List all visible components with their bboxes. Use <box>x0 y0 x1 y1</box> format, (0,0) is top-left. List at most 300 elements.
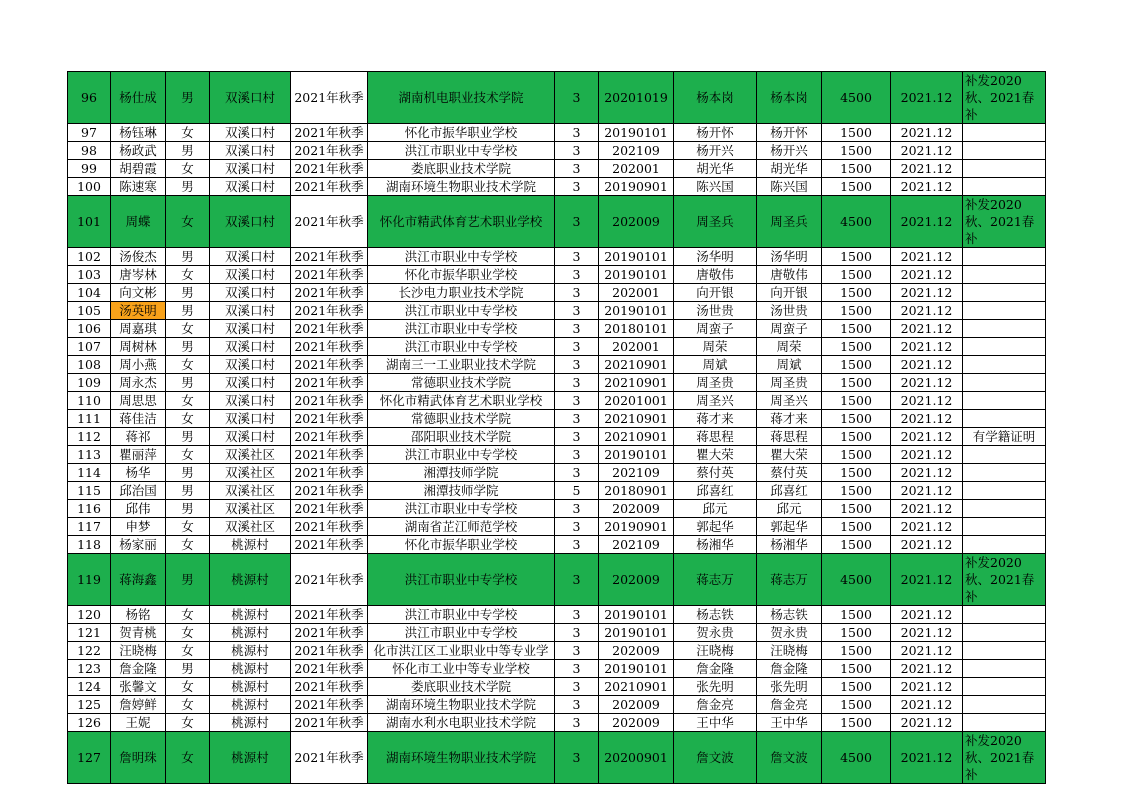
program-years-cell: 3 <box>555 678 599 696</box>
enroll-date-cell: 20200901 <box>599 732 674 784</box>
payment-date-cell: 2021.12 <box>891 446 963 464</box>
village-cell: 双溪口村 <box>210 266 291 284</box>
village-cell: 双溪口村 <box>210 142 291 160</box>
enroll-date-cell: 20180101 <box>599 320 674 338</box>
payee-name-cell: 汪晓梅 <box>757 642 822 660</box>
payee-name-cell: 杨志铁 <box>757 606 822 624</box>
term-cell: 2021年秋季 <box>291 284 368 302</box>
payee-name-cell: 詹金亮 <box>757 696 822 714</box>
payment-date-cell: 2021.12 <box>891 536 963 554</box>
remark-cell <box>963 446 1046 464</box>
village-cell: 桃源村 <box>210 678 291 696</box>
subsidy-amount-cell: 1500 <box>822 714 891 732</box>
remark-cell <box>963 302 1046 320</box>
table-row <box>68 338 1046 356</box>
program-years-cell: 3 <box>555 714 599 732</box>
guardian-name-cell: 杨本岗 <box>674 72 757 124</box>
program-years-cell: 3 <box>555 392 599 410</box>
remark-cell <box>963 464 1046 482</box>
gender-cell: 女 <box>166 124 210 142</box>
student-name-cell: 汪晓梅 <box>111 642 166 660</box>
subsidy-amount-cell: 1500 <box>822 606 891 624</box>
guardian-name-cell: 汤华明 <box>674 248 757 266</box>
table-row <box>68 410 1046 428</box>
program-years-cell: 3 <box>555 302 599 320</box>
row-number-cell: 112 <box>68 428 111 446</box>
remark-cell <box>963 124 1046 142</box>
payee-name-cell: 胡光华 <box>757 160 822 178</box>
program-years-cell: 3 <box>555 428 599 446</box>
enroll-date-cell: 20190101 <box>599 266 674 284</box>
program-years-cell: 3 <box>555 500 599 518</box>
table-row <box>68 500 1046 518</box>
student-name-cell: 杨钰琳 <box>111 124 166 142</box>
gender-cell: 男 <box>166 142 210 160</box>
term-cell: 2021年秋季 <box>291 248 368 266</box>
payee-name-cell: 詹金隆 <box>757 660 822 678</box>
subsidy-amount-cell: 1500 <box>822 678 891 696</box>
student-name-cell: 张馨文 <box>111 678 166 696</box>
payment-date-cell: 2021.12 <box>891 374 963 392</box>
enroll-date-cell: 20201001 <box>599 392 674 410</box>
subsidy-amount-cell: 1500 <box>822 518 891 536</box>
row-number-cell: 103 <box>68 266 111 284</box>
gender-cell: 女 <box>166 446 210 464</box>
gender-cell: 男 <box>166 482 210 500</box>
term-cell: 2021年秋季 <box>291 624 368 642</box>
remark-cell <box>963 160 1046 178</box>
guardian-name-cell: 周荣 <box>674 338 757 356</box>
subsidy-amount-cell: 1500 <box>822 284 891 302</box>
guardian-name-cell: 邱喜红 <box>674 482 757 500</box>
payee-name-cell: 蒋志万 <box>757 554 822 606</box>
table-row <box>68 356 1046 374</box>
row-number-cell: 97 <box>68 124 111 142</box>
payment-date-cell: 2021.12 <box>891 554 963 606</box>
village-cell: 双溪社区 <box>210 464 291 482</box>
gender-cell: 女 <box>166 678 210 696</box>
payment-date-cell: 2021.12 <box>891 392 963 410</box>
table-row <box>68 284 1046 302</box>
student-name-cell: 汤英明 <box>111 302 166 320</box>
student-name-cell: 陈速寒 <box>111 178 166 196</box>
enroll-date-cell: 20210901 <box>599 428 674 446</box>
school-name-cell: 洪江市职业中专学校 <box>368 554 555 606</box>
school-name-cell: 洪江市职业中专学校 <box>368 320 555 338</box>
row-number-cell: 100 <box>68 178 111 196</box>
payment-date-cell: 2021.12 <box>891 660 963 678</box>
enroll-date-cell: 202109 <box>599 464 674 482</box>
gender-cell: 男 <box>166 338 210 356</box>
school-name-cell: 湖南环境生物职业技术学院 <box>368 178 555 196</box>
table-row <box>68 606 1046 624</box>
school-name-cell: 怀化市振华职业学校 <box>368 124 555 142</box>
enroll-date-cell: 20190101 <box>599 248 674 266</box>
enroll-date-cell: 202009 <box>599 196 674 248</box>
student-name-cell: 汤俊杰 <box>111 248 166 266</box>
student-name-cell: 杨仕成 <box>111 72 166 124</box>
enroll-date-cell: 20210901 <box>599 410 674 428</box>
village-cell: 双溪社区 <box>210 482 291 500</box>
row-number-cell: 96 <box>68 72 111 124</box>
student-name-cell: 周小燕 <box>111 356 166 374</box>
gender-cell: 女 <box>166 714 210 732</box>
subsidy-amount-cell: 1500 <box>822 124 891 142</box>
enroll-date-cell: 20190101 <box>599 606 674 624</box>
term-cell: 2021年秋季 <box>291 500 368 518</box>
program-years-cell: 3 <box>555 660 599 678</box>
enroll-date-cell: 202001 <box>599 338 674 356</box>
payment-date-cell: 2021.12 <box>891 642 963 660</box>
village-cell: 双溪口村 <box>210 160 291 178</box>
row-number-cell: 104 <box>68 284 111 302</box>
school-name-cell: 洪江市职业中专学校 <box>368 446 555 464</box>
village-cell: 双溪口村 <box>210 196 291 248</box>
table-row <box>68 482 1046 500</box>
subsidy-amount-cell: 1500 <box>822 142 891 160</box>
student-name-cell: 詹明珠 <box>111 732 166 784</box>
student-name-cell: 杨铭 <box>111 606 166 624</box>
guardian-name-cell: 汪晓梅 <box>674 642 757 660</box>
enroll-date-cell: 20190101 <box>599 124 674 142</box>
row-number-cell: 113 <box>68 446 111 464</box>
guardian-name-cell: 张先明 <box>674 678 757 696</box>
guardian-name-cell: 蒋思程 <box>674 428 757 446</box>
gender-cell: 男 <box>166 302 210 320</box>
table-row <box>68 196 1046 248</box>
table-row <box>68 320 1046 338</box>
row-number-cell: 106 <box>68 320 111 338</box>
student-name-cell: 蒋海鑫 <box>111 554 166 606</box>
school-name-cell: 娄底职业技术学院 <box>368 160 555 178</box>
term-cell: 2021年秋季 <box>291 714 368 732</box>
student-name-cell: 邱伟 <box>111 500 166 518</box>
table-row <box>68 624 1046 642</box>
gender-cell: 男 <box>166 500 210 518</box>
payment-date-cell: 2021.12 <box>891 500 963 518</box>
guardian-name-cell: 杨开兴 <box>674 142 757 160</box>
remark-cell <box>963 284 1046 302</box>
village-cell: 桃源村 <box>210 732 291 784</box>
subsidy-amount-cell: 1500 <box>822 660 891 678</box>
guardian-name-cell: 詹文波 <box>674 732 757 784</box>
subsidy-amount-cell: 1500 <box>822 482 891 500</box>
student-name-cell: 蒋佳洁 <box>111 410 166 428</box>
gender-cell: 女 <box>166 536 210 554</box>
payment-date-cell: 2021.12 <box>891 410 963 428</box>
guardian-name-cell: 郭起华 <box>674 518 757 536</box>
program-years-cell: 3 <box>555 642 599 660</box>
village-cell: 桃源村 <box>210 642 291 660</box>
gender-cell: 女 <box>166 196 210 248</box>
row-number-cell: 122 <box>68 642 111 660</box>
village-cell: 双溪口村 <box>210 178 291 196</box>
term-cell: 2021年秋季 <box>291 196 368 248</box>
remark-cell: 补发2020秋、2021春补 <box>963 72 1046 124</box>
term-cell: 2021年秋季 <box>291 732 368 784</box>
student-name-cell: 唐岑林 <box>111 266 166 284</box>
student-name-cell: 向文彬 <box>111 284 166 302</box>
school-name-cell: 洪江市职业中专学校 <box>368 606 555 624</box>
table-row <box>68 678 1046 696</box>
village-cell: 桃源村 <box>210 554 291 606</box>
program-years-cell: 3 <box>555 518 599 536</box>
village-cell: 桃源村 <box>210 606 291 624</box>
subsidy-table <box>67 71 1046 784</box>
program-years-cell: 5 <box>555 482 599 500</box>
village-cell: 桃源村 <box>210 624 291 642</box>
program-years-cell: 3 <box>555 732 599 784</box>
guardian-name-cell: 周圣兵 <box>674 196 757 248</box>
subsidy-amount-cell: 1500 <box>822 624 891 642</box>
payment-date-cell: 2021.12 <box>891 464 963 482</box>
payee-name-cell: 唐敬伟 <box>757 266 822 284</box>
school-name-cell: 湘潭技师学院 <box>368 482 555 500</box>
payee-name-cell: 郭起华 <box>757 518 822 536</box>
payment-date-cell: 2021.12 <box>891 72 963 124</box>
guardian-name-cell: 陈兴国 <box>674 178 757 196</box>
payee-name-cell: 杨本岗 <box>757 72 822 124</box>
row-number-cell: 107 <box>68 338 111 356</box>
row-number-cell: 110 <box>68 392 111 410</box>
village-cell: 桃源村 <box>210 696 291 714</box>
table-row <box>68 392 1046 410</box>
payment-date-cell: 2021.12 <box>891 482 963 500</box>
remark-cell <box>963 606 1046 624</box>
term-cell: 2021年秋季 <box>291 518 368 536</box>
enroll-date-cell: 20190101 <box>599 624 674 642</box>
program-years-cell: 3 <box>555 410 599 428</box>
gender-cell: 女 <box>166 410 210 428</box>
guardian-name-cell: 杨志铁 <box>674 606 757 624</box>
remark-cell <box>963 266 1046 284</box>
village-cell: 双溪口村 <box>210 392 291 410</box>
payee-name-cell: 瞿大荣 <box>757 446 822 464</box>
row-number-cell: 108 <box>68 356 111 374</box>
enroll-date-cell: 20210901 <box>599 678 674 696</box>
gender-cell: 男 <box>166 428 210 446</box>
school-name-cell: 洪江市职业中专学校 <box>368 338 555 356</box>
remark-cell <box>963 696 1046 714</box>
gender-cell: 女 <box>166 696 210 714</box>
remark-cell <box>963 338 1046 356</box>
payee-name-cell: 蒋才来 <box>757 410 822 428</box>
program-years-cell: 3 <box>555 160 599 178</box>
remark-cell <box>963 142 1046 160</box>
payee-name-cell: 周斌 <box>757 356 822 374</box>
payment-date-cell: 2021.12 <box>891 160 963 178</box>
subsidy-amount-cell: 1500 <box>822 266 891 284</box>
payee-name-cell: 周圣兵 <box>757 196 822 248</box>
term-cell: 2021年秋季 <box>291 266 368 284</box>
gender-cell: 女 <box>166 320 210 338</box>
gender-cell: 男 <box>166 374 210 392</box>
gender-cell: 男 <box>166 464 210 482</box>
student-name-cell: 周嘉琪 <box>111 320 166 338</box>
term-cell: 2021年秋季 <box>291 464 368 482</box>
gender-cell: 男 <box>166 660 210 678</box>
enroll-date-cell: 202001 <box>599 284 674 302</box>
remark-cell <box>963 678 1046 696</box>
program-years-cell: 3 <box>555 606 599 624</box>
school-name-cell: 湖南水利水电职业技术学院 <box>368 714 555 732</box>
school-name-cell: 常德职业技术学院 <box>368 374 555 392</box>
subsidy-amount-cell: 4500 <box>822 72 891 124</box>
term-cell: 2021年秋季 <box>291 536 368 554</box>
payee-name-cell: 汤世贵 <box>757 302 822 320</box>
remark-cell <box>963 624 1046 642</box>
program-years-cell: 3 <box>555 320 599 338</box>
payment-date-cell: 2021.12 <box>891 196 963 248</box>
subsidy-amount-cell: 4500 <box>822 554 891 606</box>
term-cell: 2021年秋季 <box>291 482 368 500</box>
school-name-cell: 怀化市振华职业学校 <box>368 536 555 554</box>
row-number-cell: 124 <box>68 678 111 696</box>
guardian-name-cell: 蒋志万 <box>674 554 757 606</box>
row-number-cell: 119 <box>68 554 111 606</box>
school-name-cell: 怀化市工业中等专业学校 <box>368 660 555 678</box>
guardian-name-cell: 唐敬伟 <box>674 266 757 284</box>
remark-cell <box>963 500 1046 518</box>
payment-date-cell: 2021.12 <box>891 714 963 732</box>
program-years-cell: 3 <box>555 178 599 196</box>
table-row <box>68 142 1046 160</box>
village-cell: 双溪口村 <box>210 410 291 428</box>
village-cell: 双溪口村 <box>210 320 291 338</box>
table-row <box>68 642 1046 660</box>
term-cell: 2021年秋季 <box>291 606 368 624</box>
village-cell: 双溪口村 <box>210 302 291 320</box>
table-row <box>68 660 1046 678</box>
guardian-name-cell: 贺永贵 <box>674 624 757 642</box>
table-row <box>68 178 1046 196</box>
term-cell: 2021年秋季 <box>291 302 368 320</box>
village-cell: 桃源村 <box>210 660 291 678</box>
remark-cell <box>963 642 1046 660</box>
program-years-cell: 3 <box>555 624 599 642</box>
remark-cell <box>963 374 1046 392</box>
school-name-cell: 邵阳职业技术学院 <box>368 428 555 446</box>
student-name-cell: 蒋祁 <box>111 428 166 446</box>
term-cell: 2021年秋季 <box>291 374 368 392</box>
gender-cell: 女 <box>166 160 210 178</box>
gender-cell: 女 <box>166 356 210 374</box>
remark-cell <box>963 536 1046 554</box>
enroll-date-cell: 20190101 <box>599 446 674 464</box>
school-name-cell: 化市洪江区工业职业中等专业学 <box>368 642 555 660</box>
school-name-cell: 湖南环境生物职业技术学院 <box>368 696 555 714</box>
enroll-date-cell: 20190901 <box>599 178 674 196</box>
table-row <box>68 302 1046 320</box>
row-number-cell: 120 <box>68 606 111 624</box>
payee-name-cell: 周圣贵 <box>757 374 822 392</box>
student-name-cell: 周思思 <box>111 392 166 410</box>
table-row <box>68 248 1046 266</box>
table-row <box>68 374 1046 392</box>
gender-cell: 男 <box>166 72 210 124</box>
enroll-date-cell: 20190101 <box>599 302 674 320</box>
term-cell: 2021年秋季 <box>291 696 368 714</box>
village-cell: 双溪口村 <box>210 248 291 266</box>
student-name-cell: 周永杰 <box>111 374 166 392</box>
village-cell: 双溪口村 <box>210 72 291 124</box>
student-name-cell: 杨政武 <box>111 142 166 160</box>
payment-date-cell: 2021.12 <box>891 356 963 374</box>
row-number-cell: 114 <box>68 464 111 482</box>
guardian-name-cell: 杨开怀 <box>674 124 757 142</box>
subsidy-amount-cell: 1500 <box>822 160 891 178</box>
subsidy-amount-cell: 1500 <box>822 696 891 714</box>
village-cell: 双溪社区 <box>210 446 291 464</box>
enroll-date-cell: 202009 <box>599 714 674 732</box>
payment-date-cell: 2021.12 <box>891 178 963 196</box>
subsidy-amount-cell: 1500 <box>822 410 891 428</box>
program-years-cell: 3 <box>555 356 599 374</box>
remark-cell: 补发2020秋、2021春补 <box>963 732 1046 784</box>
student-name-cell: 周蝶 <box>111 196 166 248</box>
remark-cell: 有学籍证明 <box>963 428 1046 446</box>
subsidy-amount-cell: 1500 <box>822 338 891 356</box>
guardian-name-cell: 詹金隆 <box>674 660 757 678</box>
term-cell: 2021年秋季 <box>291 356 368 374</box>
remark-cell <box>963 178 1046 196</box>
student-name-cell: 詹金隆 <box>111 660 166 678</box>
gender-cell: 男 <box>166 554 210 606</box>
remark-cell <box>963 714 1046 732</box>
enroll-date-cell: 202109 <box>599 536 674 554</box>
enroll-date-cell: 202001 <box>599 160 674 178</box>
enroll-date-cell: 202009 <box>599 642 674 660</box>
enroll-date-cell: 20190101 <box>599 660 674 678</box>
program-years-cell: 3 <box>555 142 599 160</box>
term-cell: 2021年秋季 <box>291 642 368 660</box>
remark-cell: 补发2020秋、2021春补 <box>963 554 1046 606</box>
program-years-cell: 3 <box>555 196 599 248</box>
village-cell: 双溪口村 <box>210 284 291 302</box>
row-number-cell: 126 <box>68 714 111 732</box>
subsidy-amount-cell: 4500 <box>822 732 891 784</box>
program-years-cell: 3 <box>555 72 599 124</box>
school-name-cell: 怀化市精武体育艺术职业学校 <box>368 392 555 410</box>
school-name-cell: 湖南环境生物职业技术学院 <box>368 732 555 784</box>
payment-date-cell: 2021.12 <box>891 428 963 446</box>
enroll-date-cell: 202009 <box>599 500 674 518</box>
payment-date-cell: 2021.12 <box>891 696 963 714</box>
payment-date-cell: 2021.12 <box>891 248 963 266</box>
term-cell: 2021年秋季 <box>291 428 368 446</box>
enroll-date-cell: 20201019 <box>599 72 674 124</box>
program-years-cell: 3 <box>555 338 599 356</box>
guardian-name-cell: 周圣兴 <box>674 392 757 410</box>
school-name-cell: 娄底职业技术学院 <box>368 678 555 696</box>
student-name-cell: 贺青桃 <box>111 624 166 642</box>
payee-name-cell: 蒋思程 <box>757 428 822 446</box>
program-years-cell: 3 <box>555 374 599 392</box>
row-number-cell: 105 <box>68 302 111 320</box>
school-name-cell: 长沙电力职业技术学院 <box>368 284 555 302</box>
guardian-name-cell: 瞿大荣 <box>674 446 757 464</box>
payment-date-cell: 2021.12 <box>891 624 963 642</box>
row-number-cell: 99 <box>68 160 111 178</box>
village-cell: 双溪社区 <box>210 500 291 518</box>
school-name-cell: 湘潭技师学院 <box>368 464 555 482</box>
payment-date-cell: 2021.12 <box>891 606 963 624</box>
gender-cell: 女 <box>166 624 210 642</box>
gender-cell: 女 <box>166 266 210 284</box>
subsidy-amount-cell: 1500 <box>822 536 891 554</box>
gender-cell: 男 <box>166 178 210 196</box>
table-row <box>68 446 1046 464</box>
